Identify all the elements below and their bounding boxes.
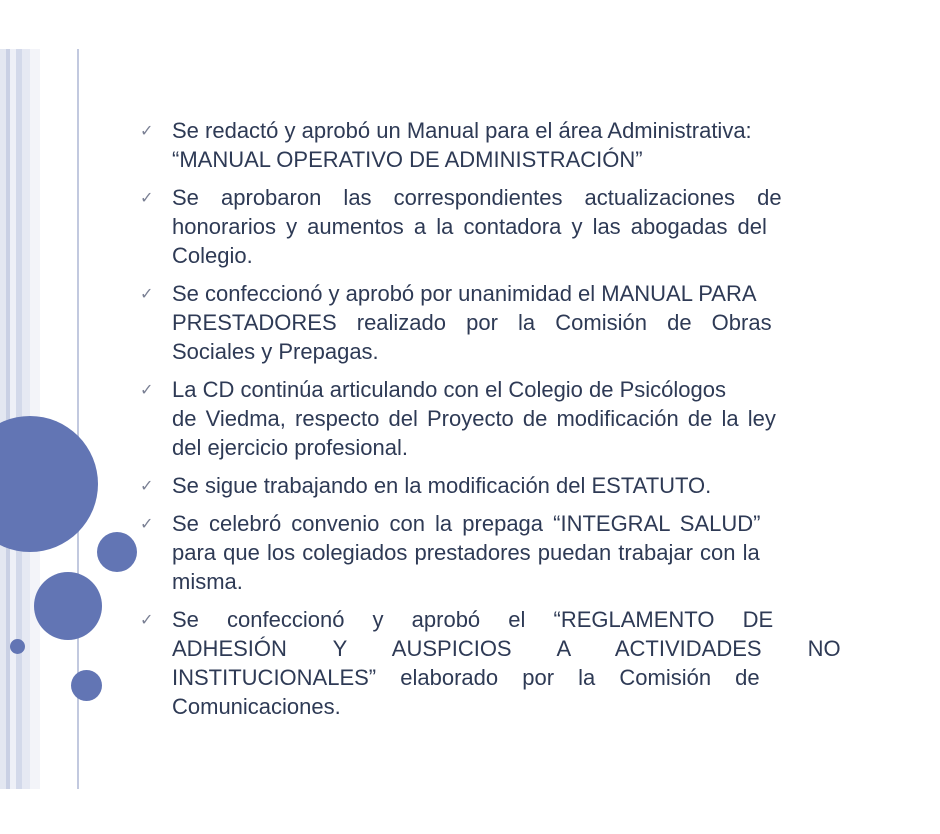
bullet-item [140, 605, 940, 721]
bullet-text-line: Se aprobaron las correspondientes actualizaciones de [172, 185, 782, 210]
bullet-text-line: Se sigue trabajando en la modificación del ESTATUTO. [172, 473, 712, 498]
checkmark-icon: ✓ [140, 190, 154, 207]
bullet-text-line: Se confeccionó y aprobó el “REGLAMENTO DE [172, 607, 774, 632]
bullet-text-line: para que los colegiados prestadores puedan trabajar con la [172, 540, 760, 565]
bullet-item [140, 471, 940, 500]
bullet-text-line: INSTITUCIONALES” elaborado por la Comisión de [172, 665, 760, 690]
decorative-circle-medium [34, 572, 102, 640]
decorative-circle-small [97, 532, 137, 572]
bullet-text-line: La CD continúa articulando con el Colegio de Psicólogos [172, 377, 727, 402]
checkmark-icon: ✓ [140, 516, 154, 533]
bullet-text-line: PRESTADORES realizado por la Comisión de Obras [172, 310, 772, 335]
bullet-text-line: de Viedma, respecto del Proyecto de modificación de la ley [172, 406, 776, 431]
bullet-text-line: honorarios y aumentos a la contadora y las abogadas del [172, 214, 767, 239]
checkmark-icon: ✓ [140, 123, 154, 140]
checkmark-icon: ✓ [140, 612, 154, 629]
bullet-text-line: Se redactó y aprobó un Manual para el área Administrativa: [172, 118, 752, 143]
decorative-circle-large [0, 416, 98, 552]
bullet-item [140, 509, 940, 596]
bullet-text-line: Se celebró convenio con la prepaga “INTEGRAL SALUD” [172, 511, 761, 536]
checkmark-icon: ✓ [140, 286, 154, 303]
bullet-text-line: del ejercicio profesional. [172, 435, 409, 460]
bullet-text-line: misma. [172, 569, 243, 594]
bullet-text-line: Comunicaciones. [172, 694, 341, 719]
bullet-item [140, 183, 940, 270]
bullet-item [140, 116, 940, 174]
bullet-list [140, 116, 940, 730]
bullet-text-line: ADHESIÓN Y AUSPICIOS A ACTIVIDADES NO [172, 636, 841, 661]
bullet-item [140, 279, 940, 366]
decorative-circle-small [71, 670, 102, 701]
bullet-text-line: Colegio. [172, 243, 253, 268]
bullet-text-line: Se confeccionó y aprobó por unanimidad el MANUAL PARA [172, 281, 757, 306]
decorative-circle-tiny [10, 639, 25, 654]
checkmark-icon: ✓ [140, 382, 154, 399]
bullet-text-line: “MANUAL OPERATIVO DE ADMINISTRACIÓN” [172, 147, 643, 172]
checkmark-icon: ✓ [140, 478, 154, 495]
bullet-text-line: Sociales y Prepagas. [172, 339, 379, 364]
bullet-item [140, 375, 940, 462]
